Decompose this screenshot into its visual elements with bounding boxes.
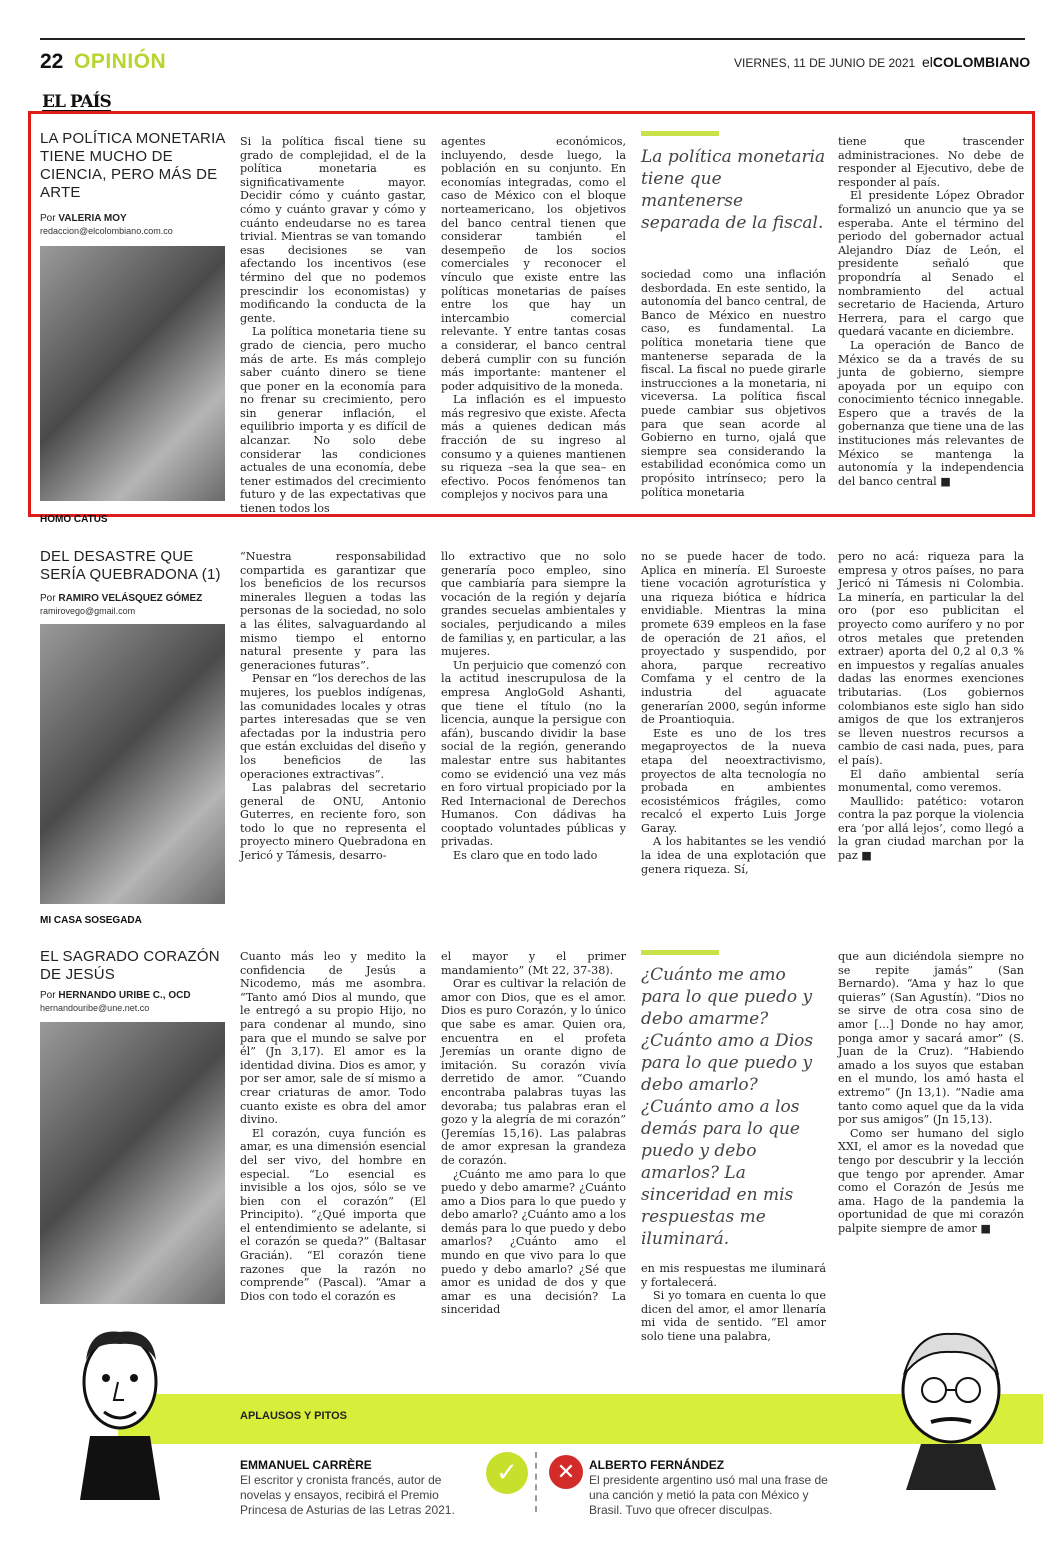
author-photo	[40, 624, 225, 904]
article-column: llo extractivo que no solo generaría poco empleo, sino que cambiaría para siempre la vocación de la región y dejaría grandes secuelas ambientales y sociales, perjudicando a miles de familias y, en particular, a las mujeres. Un perjuicio que comenzó con la actitud inescrupulosa de la empresa AngloGold Ashanti, que tiene el título (no la licencia, aunque la persigue con afán), buscando dividir la base social de la región, generando malestar entre sus habitantes como se evidenció una vez más en foro virtual propiciado por la Red Internacional de Derechos Humanos. Con dádivas ha cooptado voluntades públicas y privadas. Es claro que en todo lado	[441, 550, 626, 863]
check-icon: ✓	[486, 1452, 528, 1494]
quote-bar	[641, 131, 719, 136]
article-column: el mayor y el primer mandamiento” (Mt 22, 37-38). Orar es cultivar la relación de amor con Dios, que es el amor. Dios es puro Corazón, y lo único que sabe es amar. Quien ora, encuentra en el profeta Jeremías un orante digno de imitación. Su corazón vivía derretido de amor. “Cuando encontraba palabras tuyas las devoraba; tus palabras eran el gozo y la alegría de mi corazón” (Jeremías 15,16). Las palabras de amor expresan la grandeza de corazón. ¿Cuánto me amo para lo que puedo y debo amarme? ¿Cuánto amo a Dios para lo que puedo y debo amarlo? ¿Cuánto amo a los demás para lo que puedo y debo amarlos? ¿Cuánto amo el mundo en que vivo para lo que puedo y debo amarlo? ¿Sé que amor es unidad de dos y que amar es una decisión? La sinceridad	[441, 950, 626, 1317]
boo-name: ALBERTO FERNÁNDEZ	[589, 1458, 725, 1472]
author-email[interactable]: redaccion@elcolombiano.com.co	[40, 226, 173, 236]
article-column: agentes económicos, incluyendo, desde luego, la población en su conjunto. En economías integradas, como el caso de México con el bloque norteamericano, los objetivos del banco central tienen que considerar también el desempeño de los socios comerciales y reconocer el vínculo que existe entre las políticas monetarias de países entre los que hay un intercambio comercial relevante. Y entre tantas cosas a considerar, el banco central deberá cumplir con su función más importante: mantener el poder adquisitivo de la moneda. La inflación es el impuesto más regresivo que existe. Afecta más a quienes dedican más fracción de su ingreso al consumo y a quienes mantienen su riqueza –sea la que sea– en efectivo. Pocos fenómenos tan complejos y nocivos para una	[441, 135, 626, 502]
top-rule	[40, 38, 1025, 40]
article-column: no se puede hacer de todo. Aplica en minería. El Suroeste tiene vocación agroturística y una riqueza biótica e hídrica envidiable. Mientras la mina promete 639 empleos en la fase de operación de 21 años, el proyectado y suspendido, por ahora, parque recreativo Comfama y el centro de la industria del aguacate generarían 2000, según informe de Proantioquia. Este es uno de los tres megaproyectos de la nueva etapa del neoextractivismo, proyectos de alta tecnología no probada en ambientes ecosistémicos frágiles, como recalcó el experto Luis Jorge Garay. A los habitantes se les vendió la idea de una explotación que genera riqueza. Sí,	[641, 550, 826, 876]
article-title: LA POLÍTICA MONETARIA TIENE MUCHO DE CIENCIA, PERO MÁS DE ARTE	[40, 130, 225, 201]
page-number: 22	[40, 50, 64, 73]
section-title: OPINIÓN	[74, 50, 167, 73]
quote-bar	[641, 950, 719, 955]
article-column: Cuanto más leo y medito la confidencia de Jesús a Nicodemo, más me asombra. “Tanto amó Dios al mundo, que le entregó a su propio Hijo, no para condenar al mundo, sino para que el mundo se salve por él” (Jn 3,17). El amor es la identidad divina. Dios es amor, y por ser amor, sale de sí mismo a crear criaturas de amor. Todo cuanto existe es obra del amor divino. El corazón, cuya función es amar, es una dimensión esencial del ser vivo, del hombre en especial. “Lo esencial es invisible a los ojos, sólo se ve bien con el corazón” (El Principito). “¿Qué importa que el entendimiento se adelante, si el corazón se queda?” (Baltasar Gracián). “El corazón tiene razones que la razón no comprende” (Pascal). “Amar a Dios con todo el corazón es	[240, 950, 426, 1303]
article-column: que aun diciéndola siempre no se repite jamás” (San Bernardo). “Ama y haz lo que quieras” (San Agustín). “Dios no se sirve de otra cosa sino de amor [...] Donde no hay amor, ponga amor y sacará amor” (S. Juan de la Cruz). “Habiendo amado a los suyos que estaban en el mundo, los amó hasta el extremo” (Jn 13,1). “Nadie ama tanto como aquel que da la vida por sus amigos” (Jn 15,13). Como ser humano del siglo XXI, el amor es la novedad que tengo por descubrir y la lección que tengo por aprender. Amar como el Corazón de Jesús me ama. Hago de la pandemia la oportunidad de que mi corazón palpite siempre de amor ■	[838, 950, 1024, 1235]
article-column: Si la política fiscal tiene su grado de complejidad, el de la política monetaria es significativamente mayor. Decidir cómo y cuánto gastar, cómo y cuánto gravar y cómo y cuánto endeudarse no es tarea trivial. Mientras se van tomando esas decisiones se van afectando los incentivos (ese término del que no podemos prescindir los economistas) y modificando la conducta de la gente. La política monetaria tiene su grado de ciencia, pero mucho más de arte. Es más complejo saber cuánto dinero se tiene que poner en la economía para no frenar su crecimiento, pero sin generar inflación, el equilibrio importa y es difícil de alcanzar. No solo debe considerar las condiciones actuales de una economía, debe tener estimados del crecimiento futuro y de las expectativas que tienen todos los	[240, 135, 426, 516]
applause-name: EMMANUEL CARRÈRE	[240, 1458, 372, 1472]
article-column: pero no acá: riqueza para la empresa y otros países, no para Jericó ni Támesis ni Colombia. La minería, en particular la del oro (por eso publicitan el proyecto como aurífero y no por otros metales que pretenden extraer) aporta del 0,2 al 0,3 % en impuestos y regalías anuales dadas las enormes exenciones tributarias. (Los gobiernos colombianos este siglo han sido amigos de que los extranjeros se lleven nuestros recursos a cambio de casi nada, pues, para el país). El daño ambiental sería monumental, como veremos. Maullido: patético: votaron contra la paz porque la violencia era ‘por allá lejos’, como llegó a la gran ciudad marchan por la paz ■	[838, 550, 1024, 863]
newspaper-logo: elCOLOMBIANO	[922, 54, 1031, 70]
article-title: EL SAGRADO CORAZÓN DE JESÚS	[40, 948, 220, 983]
author-email[interactable]: hernandouribe@une.net.co	[40, 1003, 150, 1013]
caricature-left	[60, 1320, 180, 1500]
divider	[535, 1452, 537, 1512]
pull-quote: ¿Cuánto me amo para lo que puedo y debo amarme? ¿Cuánto amo a Dios para lo que puedo y debo amarlo? ¿Cuánto amo a los demás para lo que puedo y debo amarlos? La sinceridad en mis respuestas me iluminará.	[641, 965, 814, 1249]
byline: Por VALERIA MOY	[40, 213, 127, 224]
article-column: “Nuestra responsabilidad compartida es garantizar que los beneficios de los recursos minerales lleguen a todas las personas de la sociedad, no solo a las élites, salvaguardando al mismo tiempo el entorno natural presente y para las generaciones futuras”. Pensar en “los derechos de las mujeres, los pueblos indígenas, las comunidades locales y otras partes interesadas que se ven afectadas por la industria pero que están excluidas del diseño y los beneficios de las operaciones extractivas”. Las palabras del secretario general de ONU, Antonio Guterres, en reciente foro, son todo lo que no representa el proyecto minero Quebradona en Jericó y Támesis, desarro-	[240, 550, 426, 863]
byline: Por RAMIRO VELÁSQUEZ GÓMEZ	[40, 593, 203, 604]
article-column: en mis respuestas me iluminará y fortalecerá. Si yo tomara en cuenta lo que dicen del amor, el amor llenaría mi vida de sentido. “El amor solo tiene una palabra,	[641, 1262, 826, 1343]
article-title: DEL DESASTRE QUE SERÍA QUEBRADONA (1)	[40, 548, 221, 583]
article-column: sociedad como una inflación desbordada. En este sentido, la autonomía del banco central, de Banco de México en nuestro caso, es fundamental. La política monetaria tiene que mantenerse separada de la fiscal. La fiscal no puede girarle instrucciones a la monetaria, ni viceversa. La política fiscal puede cambiar sus objetivos para que sean acorde al Gobierno en turno, ojalá que siempre sea considerando la estabilidad económica como un propósito intrínseco; pero la política monetaria	[641, 268, 826, 499]
applause-text: El escritor y cronista francés, autor de novelas y ensayos, recibirá el Premio Princesa de Asturias de las Letras 2021.	[240, 1473, 455, 1517]
column-rubric: MI CASA SOSEGADA	[40, 915, 142, 926]
boo-text: El presidente argentino usó mal una frase de una canción y metió la pata con México y Brasil. Tuvo que ofrecer disculpas.	[589, 1473, 828, 1517]
aplausos-heading: APLAUSOS Y PITOS	[240, 1410, 347, 1422]
column-rubric: HOMO CATUS	[40, 514, 108, 525]
article-column: tiene que trascender administraciones. No debe de responder al Ejecutivo, debe de responder al país. El presidente López Obrador formalizó un anuncio que ya se esperaba. Ante el término del periodo del gobernador actual Alejandro Díaz de León, el presidente señaló que propondría al Senado el nombramiento del actual secretario de Hacienda, Arturo Herrera, para el cargo que quedará vacante en diciembre. La operación de Banco de México se da a través de su junta de gobierno, siempre apoyada por un equipo con conocimiento técnico innegable. Espero que a través de la gobernanza que tiene una de las instituciones más relevantes de México se mantenga la autonomía y la independencia del banco central ■	[838, 135, 1024, 488]
author-email[interactable]: ramirovego@gmail.com	[40, 606, 136, 616]
byline: Por HERNANDO URIBE C., OCD	[40, 990, 191, 1001]
statue-photo	[40, 246, 225, 501]
pull-quote: La política monetaria tiene que mantenerse separada de la fiscal.	[641, 147, 826, 233]
rubric-el-pais: EL PAÍS	[42, 92, 111, 112]
issue-date: VIERNES, 11 DE JUNIO DE 2021	[734, 56, 916, 70]
author-photo	[40, 1022, 225, 1304]
cross-icon: ✕	[549, 1455, 583, 1489]
caricature-right	[876, 1320, 1026, 1490]
